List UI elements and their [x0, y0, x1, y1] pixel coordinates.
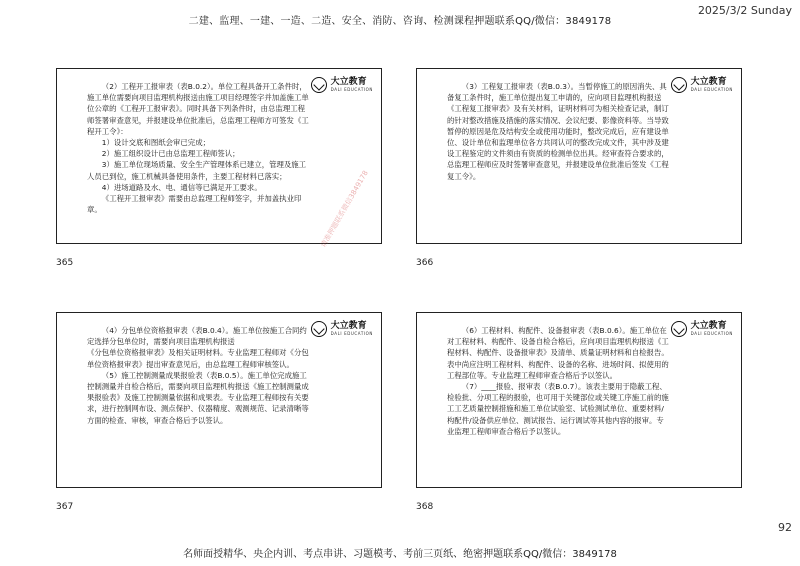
- paragraph: 3）施工单位现场质量、安全生产管理体系已建立，管理及施工人员已到位，施工机械具备使用条件，主要工程材料已落实；: [87, 160, 307, 181]
- paragraph: 《工程开工报审表》需要由总监理工程师签字，并加盖执业印章。: [87, 194, 302, 215]
- logo-emblem-icon: [311, 321, 327, 337]
- paragraph: （4）分包单位资格报审表（表B.0.4）。施工单位按施工合同约定选择分包单位时，需要向项目监理机构报送: [87, 326, 307, 347]
- logo: [311, 77, 373, 93]
- logo-name: 大立教育: [690, 77, 727, 87]
- slide-text: [447, 81, 727, 182]
- logo-name: 大立教育: [330, 77, 367, 87]
- slide-text: [87, 325, 367, 426]
- slide-367: [56, 312, 382, 488]
- paragraph: （5）施工控制测量成果报验表（表B.0.5）。施工单位完成施工控制测量并自检合格后，需要向项目监理机构报送《施工控制测量成果报验表》及施工控制测量依据和成果表。专业监理工程师按有关要求，进行控制网布设、测点保护、仪器精度、观测规范、记录清晰等方面的检查、审核，审查合格后予以签认。: [87, 370, 309, 425]
- paragraph: 4）进场道路及水、电、通信等已满足开工要求。: [101, 182, 262, 192]
- page-number: 368: [416, 502, 434, 512]
- footer-banner: 名师面授精华、央企内训、考点串讲、习题模考、考前三页纸、绝密押题联系QQ/微信：3849178: [183, 549, 617, 560]
- logo: [671, 321, 733, 337]
- paragraph: （2）工程开工报审表（表B.0.2）。单位工程具备开工条件时，施工单位需要向项目监理机构报送由施工项目经理签字并加盖施工单位公章的《工程开工报审表》。同时具备下列条件时，由总监理工程师签署审查意见，并报建设单位批准后，总监理工程师方可签发《工程开工令》：: [87, 82, 309, 136]
- header-banner: 二建、监理、一建、一造、二造、安全、消防、咨询、检测课程押题联系QQ/微信：3849178: [188, 16, 612, 27]
- slide-368: [416, 312, 742, 488]
- slide-365: [56, 68, 382, 249]
- page-number: 366: [416, 258, 434, 268]
- logo: [671, 77, 733, 93]
- paragraph: 《分包单位资格报审表》及相关证明材料。专业监理工程师对《分包单位资格报审表》提出审查意见后，由总监理工程师审核签认。: [87, 348, 309, 369]
- paragraph: （7）____报验、报审表（表B.0.7）。该表主要用于隐蔽工程、检验批、分项工程的报验，也可用于关键部位或关键工序施工前的施工工艺质量控制措施和施工单位试验室、试验测试单位、重要材料/构配件/设备供应单位、测试报告、运行调试等其他内容的报审。专业监理工程师审查合格后予以签认。: [447, 382, 669, 436]
- logo-emblem-icon: [671, 321, 687, 337]
- page-number: 367: [56, 502, 74, 512]
- paragraph: （6）工程材料、构配件、设备报审表（表B.0.6）。施工单位在对工程材料、构配件、设备自检合格后，应向项目监理机构报送《工程材料、构配件、设备报审表》及清单、质量证明材料和自检报告。表中尚应注明工程材料、构配件、设备的名称、进场时间、拟使用的工程部位等。专业监理工程师审查合格后予以签认。: [447, 326, 669, 380]
- page-total: 92: [778, 521, 792, 534]
- logo: [311, 321, 373, 337]
- logo-emblem-icon: [311, 77, 327, 93]
- header-date: 2025/3/2 Sunday: [697, 4, 792, 17]
- logo-name-en: DALI EDUCATION: [330, 87, 373, 92]
- slide-text: [447, 325, 727, 437]
- watermark-text: 请准押题联系微信3849178: [319, 169, 370, 249]
- logo-name: 大立教育: [690, 321, 727, 331]
- paragraph: 2）施工组织设计已由总监理工程师签认；: [101, 149, 240, 159]
- slide-text: [87, 81, 367, 215]
- paragraph: 1）设计交底和图纸会审已完成；: [101, 138, 210, 148]
- logo-name-en: DALI EDUCATION: [690, 87, 733, 92]
- slide-366: [416, 68, 742, 244]
- logo-name: 大立教育: [330, 321, 367, 331]
- logo-name-en: DALI EDUCATION: [330, 331, 373, 336]
- page-number: 365: [56, 258, 74, 268]
- logo-emblem-icon: [671, 77, 687, 93]
- logo-name-en: DALI EDUCATION: [690, 331, 733, 336]
- paragraph: （3）工程复工报审表（表B.0.3）。当暂停施工的原因消失、具备复工条件时，施工单位提出复工申请的，应向项目监理机构报送《工程复工报审表》及有关材料，证明材料可为相关检查记录，制订的针对整改措施及措施的落实情况、会议纪要、影像资料等。当导致暂停的原因是危及结构安全或使用功能时，整改完成后，应有建设单位、设计单位和监理单位各方共同认可的整改完成文件，其中涉及建设工程鉴定的文件须由有资质的检测单位出具。经审查符合要求的，总监理工程师应及时签署审查意见，并报建设单位批准后签发《工程复工令》。: [447, 82, 669, 181]
